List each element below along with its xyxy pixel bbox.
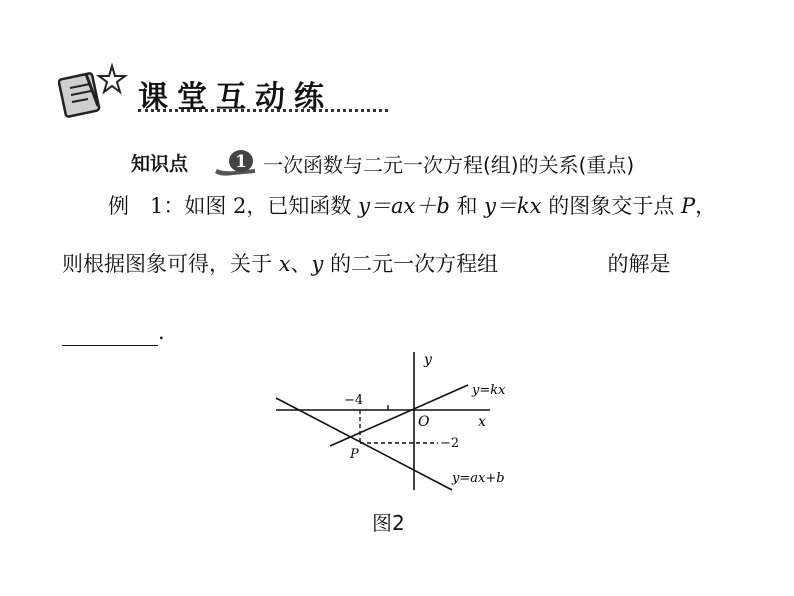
line-axb-label: y=ax+b	[452, 471, 505, 486]
separator: 、	[290, 252, 312, 276]
y-tick-label: −2	[440, 436, 460, 451]
comma: ，	[695, 194, 717, 218]
period: .	[158, 320, 165, 344]
notepad-star-icon	[58, 62, 128, 122]
example-line-3	[62, 318, 165, 346]
number-badge-icon	[211, 147, 259, 179]
section-title: 课堂互动练	[138, 80, 333, 115]
point-p-label: P	[350, 447, 359, 462]
example-line2-start: 则根据图象可得，关于	[62, 252, 272, 276]
x-axis-label: x	[478, 414, 486, 430]
example-line2-end: 的解是	[607, 252, 671, 276]
example-prefix: 例 1：如图 2，已知函数	[108, 194, 352, 218]
figure-caption: 图2	[372, 511, 405, 535]
section-header	[58, 62, 338, 122]
x-tick-label: −4	[344, 393, 364, 408]
badge-number: 1	[235, 152, 247, 172]
knowledge-point-label: 知识点	[131, 153, 189, 175]
function-graph	[270, 350, 540, 495]
var-x: x	[278, 252, 291, 276]
line-axb	[276, 398, 452, 490]
y-axis-label: y	[424, 352, 432, 368]
var-y: y	[311, 252, 324, 276]
point-label: P	[680, 194, 696, 218]
header-divider	[138, 109, 388, 112]
knowledge-point	[131, 147, 731, 179]
function-1: y＝ax＋b	[358, 194, 450, 218]
example-line2-mid: 的二元一次方程组	[330, 252, 499, 276]
example-line-2	[62, 250, 670, 278]
function-2: y＝kx	[484, 194, 542, 218]
answer-blank	[62, 323, 158, 346]
conjunction: 和	[456, 194, 478, 218]
knowledge-point-title: 一次函数与二元一次方程(组)的关系(重点)	[263, 153, 635, 177]
origin-label: O	[418, 414, 430, 430]
example-line1-suffix: 的图象交于点	[548, 194, 675, 218]
line-kx-label: y=kx	[472, 383, 506, 398]
example-line-1	[108, 192, 716, 220]
